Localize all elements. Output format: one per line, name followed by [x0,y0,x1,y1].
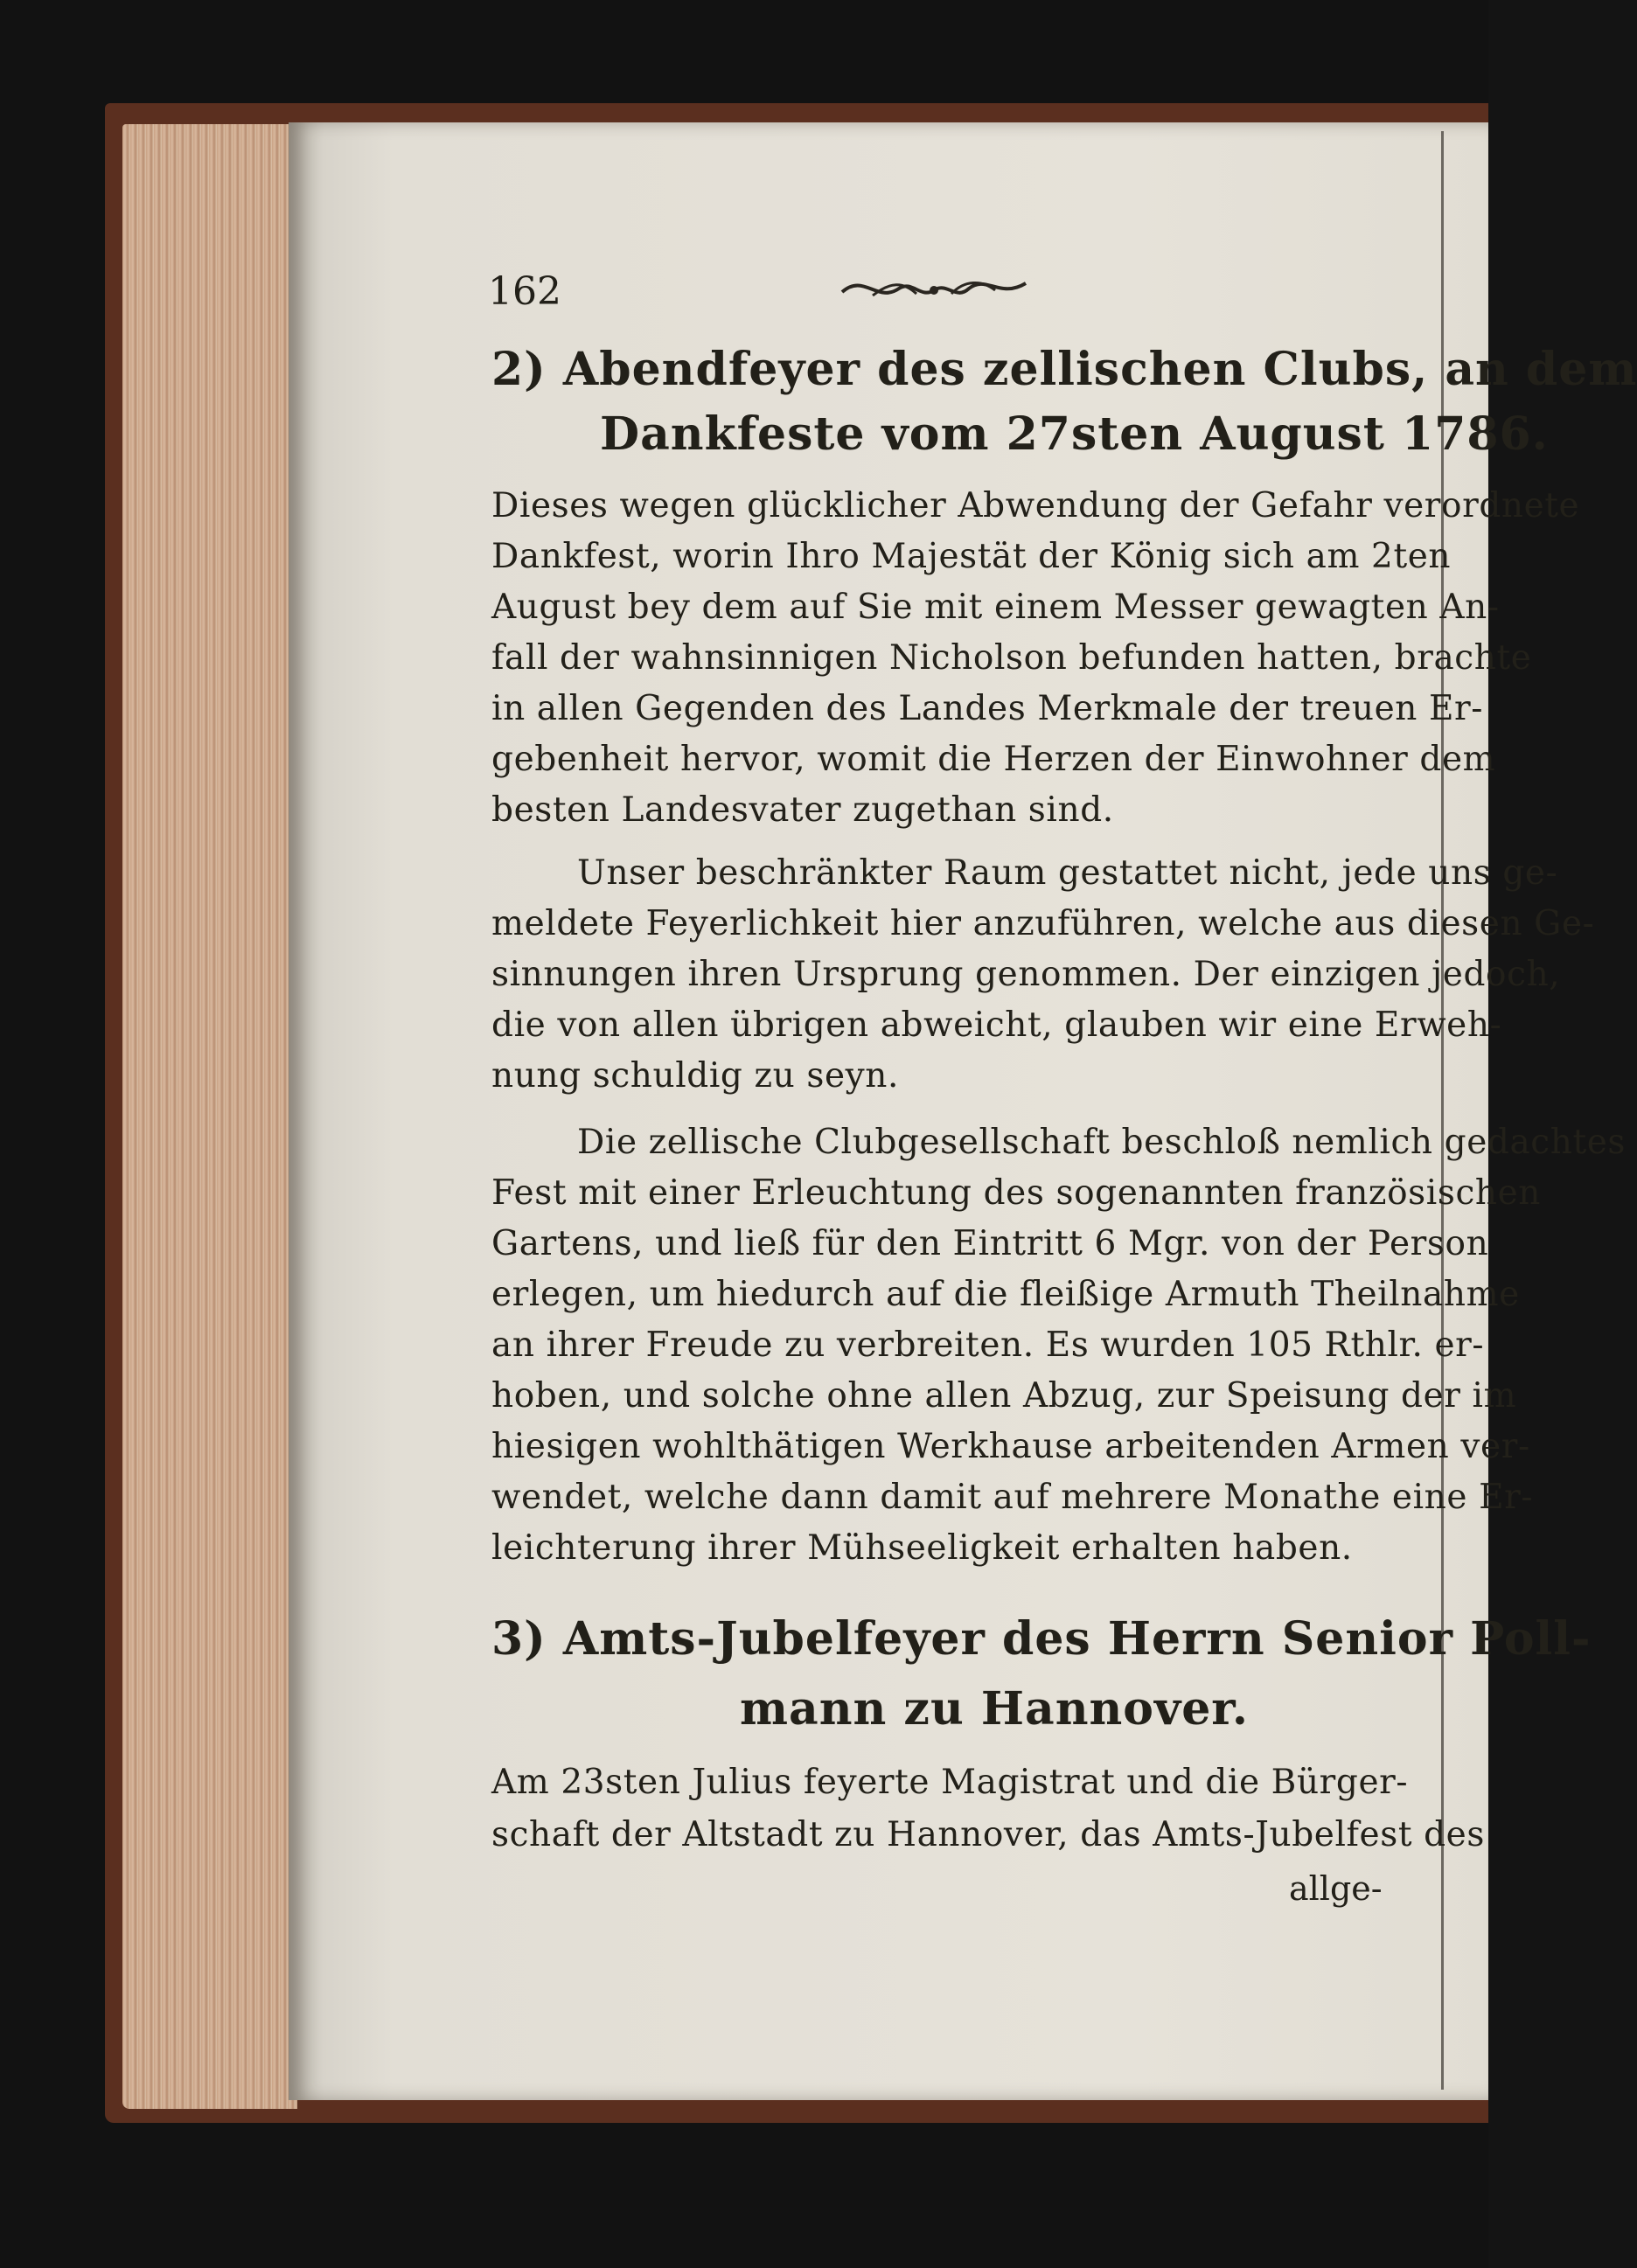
catchword: allge- [1289,1869,1383,1908]
body-line: leichterung ihrer Mühseeligkeit erhalten haben. [491,1528,1353,1568]
section-heading-line: Dankfeste vom 27sten August 1786. [600,407,1549,461]
section-heading-line: 3) Amts-Jubelfeyer des Herrn Senior Poll- [491,1612,1592,1666]
body-line: an ihrer Freude zu verbreiten. Es wurden 105 Rthlr. er- [491,1325,1485,1365]
body-line: sinnungen ihren Ursprung genommen. Der einzigen jedoch, [491,955,1561,994]
body-line: Fest mit einer Erleuchtung des sogenannten französischen [491,1173,1542,1213]
body-line: schaft der Altstadt zu Hannover, das Amts-Jubelfest des [491,1815,1485,1854]
body-line: Die zellische Clubgesellschaft beschloß nemlich gedachtes [577,1123,1627,1162]
page-stack-edge [122,124,297,2109]
body-line: hoben, und solche ohne allen Abzug, zur Speisung der im [491,1376,1517,1416]
body-line: nung schuldig zu seyn. [491,1056,899,1096]
body-line: August bey dem auf Sie mit einem Messer gewagten An- [491,588,1500,627]
section-heading-line: 2) Abendfeyer des zellischen Clubs, an dem [491,343,1637,396]
body-line: besten Landesvater zugethan sind. [491,790,1114,830]
body-line: erlegen, um hiedurch auf die fleißige Armuth Theilnahme [491,1275,1520,1314]
page-number: 162 [488,269,561,314]
section-heading-line: mann zu Hannover. [740,1682,1250,1736]
body-line: in allen Gegenden des Landes Merkmale der treuen Er- [491,689,1484,728]
body-line: hiesigen wohlthätigen Werkhause arbeitenden Armen ver- [491,1427,1530,1466]
body-line: Unser beschränkter Raum gestattet nicht, jede uns ge- [577,853,1558,893]
body-line: Gartens, und ließ für den Eintritt 6 Mgr. von der Person [491,1224,1489,1263]
body-line: Dankfest, worin Ihro Majestät der König sich am 2ten [491,537,1452,576]
body-line: Dieses wegen glücklicher Abwendung der Gefahr verordnete [491,486,1580,525]
decorative-swash-ornament-icon [838,264,1030,317]
body-line: fall der wahnsinnigen Nicholson befunden hatten, brachte [491,638,1532,678]
body-line: Am 23sten Julius feyerte Magistrat und die Bürger- [491,1763,1409,1802]
body-line: die von allen übrigen abweicht, glauben wir eine Erweh- [491,1005,1502,1045]
body-line: wendet, welche dann damit auf mehrere Monathe eine Er- [491,1478,1534,1517]
body-line: meldete Feyerlichkeit hier anzuführen, welche aus diesen Ge- [491,904,1595,943]
body-line: gebenheit hervor, womit die Herzen der Einwohner dem [491,740,1496,779]
